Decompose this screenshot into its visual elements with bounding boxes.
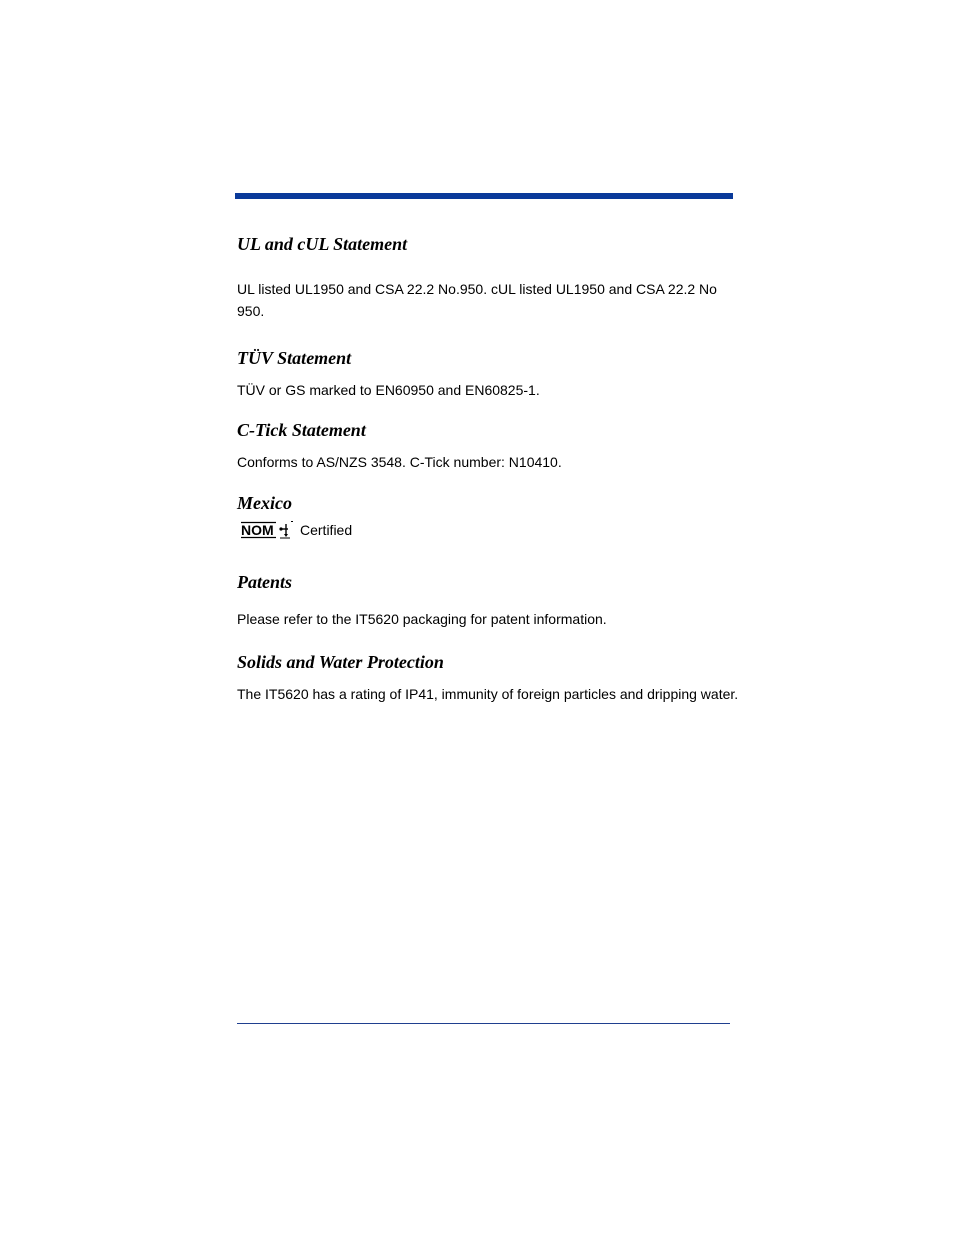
svg-text:NOM: NOM (241, 522, 274, 538)
ctick-heading: C-Tick Statement (237, 420, 366, 440)
nom-certification-icon (240, 520, 296, 540)
solids-water-heading: Solids and Water Protection (237, 652, 444, 672)
tuv-heading: TÜV Statement (237, 348, 352, 368)
solids-water-text: The IT5620 has a rating of IP41, immunity of foreign particles and dripping water. (237, 686, 739, 702)
mexico-certification-row (240, 519, 352, 541)
patents-heading: Patents (237, 572, 293, 592)
ctick-text: Conforms to AS/NZS 3548. C-Tick number: N10410. (237, 454, 562, 470)
patents-text: Please refer to the IT5620 packaging for patent information. (237, 611, 607, 627)
mexico-heading: Mexico (237, 493, 292, 513)
top-header-rule (235, 193, 733, 199)
ul-cul-text: UL listed UL1950 and CSA 22.2 No.950. cUL listed UL1950 and CSA 22.2 No 950. (237, 281, 717, 319)
ul-cul-heading: UL and cUL Statement (237, 234, 408, 254)
tuv-text: TÜV or GS marked to EN60950 and EN60825-1. (237, 382, 540, 398)
bottom-footer-rule (237, 1023, 730, 1024)
mexico-certified-text: Certified (300, 522, 353, 538)
